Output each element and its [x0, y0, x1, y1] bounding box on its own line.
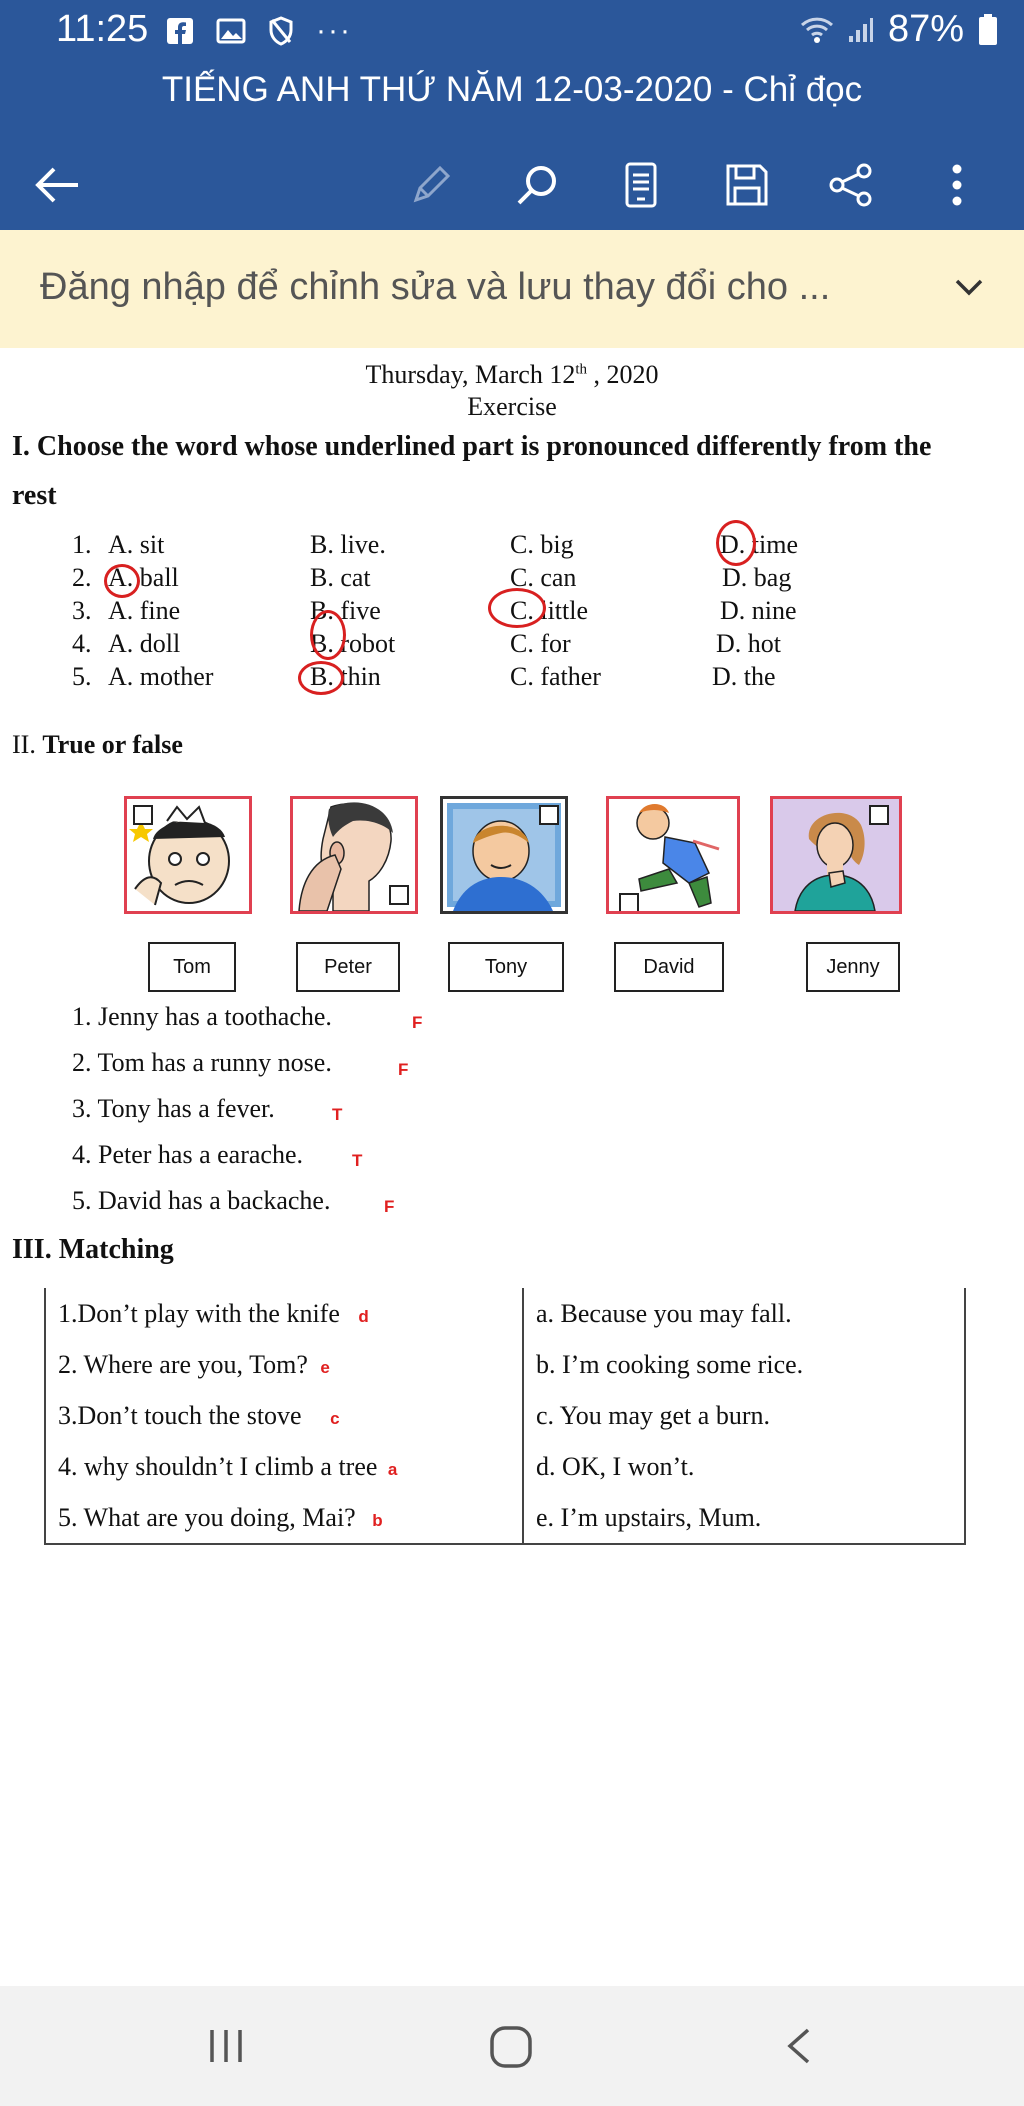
section1-title: I. Choose the word whose underlined part is pronounced differently from the: [12, 431, 932, 462]
option-b: B. five: [310, 596, 381, 625]
back-nav-icon[interactable]: [778, 2024, 822, 2068]
share-button[interactable]: [816, 140, 886, 230]
option-a: A. doll: [108, 629, 181, 658]
search-button[interactable]: [502, 140, 572, 230]
back-button[interactable]: [22, 140, 92, 230]
option-c: C. little: [510, 596, 588, 625]
answer-circle: [488, 588, 546, 628]
tf-statement: 3. Tony has a fever.: [72, 1094, 275, 1123]
match-answer: a: [387, 1459, 398, 1479]
app-bar: [0, 0, 1024, 230]
table-row: [45, 1339, 965, 1390]
more-options-button[interactable]: [922, 140, 992, 230]
option-c: C. for: [510, 629, 571, 658]
match-answer: e: [320, 1357, 330, 1377]
edit-button[interactable]: [396, 140, 466, 230]
wifi-icon: [800, 16, 834, 44]
doc-exercise-heading: Exercise: [467, 392, 557, 421]
match-left-cell: 4. why shouldn’t I climb a tree a: [45, 1441, 523, 1492]
option-d: D. the: [712, 662, 776, 691]
option-c: C. big: [510, 530, 574, 559]
tf-statement: 2. Tom has a runny nose.: [72, 1048, 332, 1077]
back-arrow-icon: [32, 165, 82, 205]
tf-answer: F: [384, 1197, 395, 1216]
picture-checkbox[interactable]: [389, 885, 409, 905]
option-a: A. mother: [108, 662, 214, 691]
tf-statement: 1. Jenny has a toothache.: [72, 1002, 332, 1031]
q-number: 1.: [72, 530, 92, 559]
picture-checkbox[interactable]: [619, 893, 639, 913]
name-box-jenny: Jenny: [806, 942, 900, 992]
battery-percent: 87%: [887, 8, 964, 50]
table-row: [45, 1390, 965, 1441]
option-a: A. ball: [108, 563, 179, 592]
q-number: 2.: [72, 563, 92, 592]
table-row: [45, 1492, 965, 1544]
matching-table: [44, 1288, 966, 1545]
more-notifications-icon: ···: [316, 14, 352, 47]
section3-title: III. Matching: [12, 1234, 174, 1265]
picture-checkbox[interactable]: [133, 805, 153, 825]
table-row: [45, 1288, 965, 1339]
picture-tom: [124, 796, 252, 914]
battery-icon: [978, 14, 998, 46]
document-page: [0, 348, 1024, 1986]
match-answer: c: [330, 1408, 340, 1428]
option-d: D. bag: [722, 563, 792, 592]
option-d: D. time: [720, 530, 798, 559]
match-left-cell: 3.Don’t touch the stove c: [45, 1390, 523, 1441]
option-c: C. can: [510, 563, 577, 592]
chevron-down-icon[interactable]: [952, 270, 986, 304]
match-right-cell: e. I’m upstairs, Mum.: [523, 1492, 965, 1544]
match-answer: b: [372, 1510, 383, 1530]
picture-tony: [440, 796, 568, 914]
match-left-cell: 2. Where are you, Tom? e: [45, 1339, 523, 1390]
picture-checkbox[interactable]: [539, 805, 559, 825]
match-answer: d: [358, 1306, 369, 1326]
q-number: 4.: [72, 629, 92, 658]
section2-title: II. True or false: [12, 730, 183, 759]
option-b: B. robot: [310, 629, 396, 658]
tf-answer: F: [398, 1060, 409, 1079]
option-c: C. father: [510, 662, 601, 691]
option-b: B. thin: [310, 662, 381, 691]
answer-circle: [104, 564, 140, 598]
q-number: 3.: [72, 596, 92, 625]
tf-answer: F: [412, 1013, 423, 1032]
picture-jenny: [770, 796, 902, 914]
share-icon: [828, 162, 874, 208]
match-left-cell: 5. What are you doing, Mai? b: [45, 1492, 523, 1544]
tf-answer: T: [352, 1151, 363, 1170]
name-box-peter: Peter: [296, 942, 400, 992]
option-b: B. live.: [310, 530, 386, 559]
table-row: [45, 1441, 965, 1492]
name-box-tom: Tom: [148, 942, 236, 992]
section1-title-cont: rest: [12, 480, 57, 511]
option-d: D. hot: [716, 629, 781, 658]
status-bar: [0, 0, 1024, 60]
option-d: D. nine: [720, 596, 797, 625]
option-a: A. fine: [108, 596, 181, 625]
match-right-cell: a. Because you may fall.: [523, 1288, 965, 1339]
mobile-view-button[interactable]: [606, 140, 676, 230]
answer-circle: [298, 661, 344, 695]
pencil-icon: [408, 162, 454, 208]
tf-statement: 4. Peter has a earache.: [72, 1140, 303, 1169]
match-right-cell: d. OK, I won’t.: [523, 1441, 965, 1492]
signin-banner[interactable]: [0, 230, 1024, 348]
match-left-cell: 1.Don’t play with the knife d: [45, 1288, 523, 1339]
status-time: 11:25: [56, 8, 149, 50]
picture-peter: [290, 796, 418, 914]
name-box-tony: Tony: [448, 942, 564, 992]
more-vertical-icon: [951, 162, 963, 208]
signin-banner-text: Đăng nhập để chỉnh sửa và lưu thay đổi cho ...: [40, 266, 831, 308]
option-a: A. sit: [108, 530, 165, 559]
match-right-cell: b. I’m cooking some rice.: [523, 1339, 965, 1390]
mobile-view-icon: [624, 161, 658, 209]
home-icon[interactable]: [488, 2024, 534, 2070]
doc-date: Thursday, March 12th , 2020: [365, 360, 659, 389]
answer-circle: [716, 520, 756, 566]
match-right-cell: c. You may get a burn.: [523, 1390, 965, 1441]
picture-checkbox[interactable]: [869, 805, 889, 825]
toolbar: [0, 140, 1024, 230]
shield-icon: [268, 16, 294, 46]
search-icon: [514, 162, 560, 208]
name-box-david: David: [614, 942, 724, 992]
save-icon: [724, 162, 770, 208]
signal-icon: [848, 16, 874, 44]
tf-answer: T: [332, 1105, 343, 1124]
system-nav-bar: [0, 1986, 1024, 2106]
answer-circle: [310, 610, 346, 660]
picture-david: [606, 796, 740, 914]
option-b: B. cat: [310, 563, 371, 592]
facebook-icon: [166, 17, 194, 45]
q-number: 5.: [72, 662, 92, 691]
tf-statement: 5. David has a backache.: [72, 1186, 331, 1215]
save-button[interactable]: [712, 140, 782, 230]
document-title: TIẾNG ANH THỨ NĂM 12-03-2020 - Chỉ đọc: [161, 70, 863, 109]
recent-apps-icon[interactable]: [204, 2024, 248, 2068]
gallery-icon: [216, 17, 246, 45]
